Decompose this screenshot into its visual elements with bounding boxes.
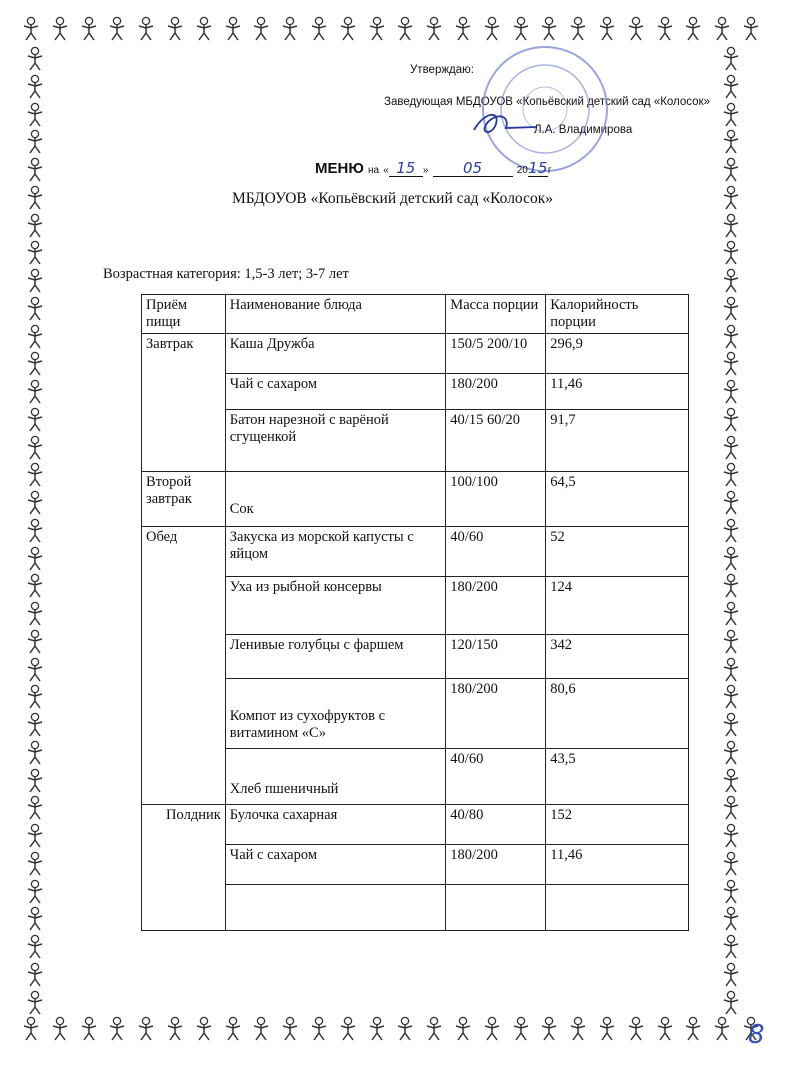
figure-icon bbox=[26, 324, 44, 350]
page-number: 8 bbox=[748, 1020, 765, 1050]
organization-name: МБДОУОВ «Копьёвский детский сад «Колосок» bbox=[232, 190, 553, 207]
figure-icon bbox=[26, 240, 44, 266]
dish-kcal: 124 bbox=[546, 577, 689, 635]
figure-icon bbox=[252, 1016, 270, 1042]
figure-icon bbox=[137, 1016, 155, 1042]
figure-icon bbox=[713, 1016, 731, 1042]
figure-icon bbox=[722, 906, 740, 932]
dish-name: Ленивые голубцы с фаршем bbox=[225, 635, 446, 679]
meal-name: Второй завтрак bbox=[142, 472, 226, 527]
figure-icon bbox=[26, 934, 44, 960]
figure-icon bbox=[722, 240, 740, 266]
menu-table bbox=[141, 294, 689, 931]
dish-kcal: 80,6 bbox=[546, 679, 689, 749]
border-top bbox=[22, 16, 760, 46]
figure-icon bbox=[454, 16, 472, 42]
dish-kcal: 43,5 bbox=[546, 749, 689, 805]
header-meal: Приём пищи bbox=[142, 295, 226, 334]
figure-icon bbox=[722, 684, 740, 710]
figure-icon bbox=[26, 851, 44, 877]
figure-icon bbox=[722, 213, 740, 239]
figure-icon bbox=[722, 74, 740, 100]
figure-icon bbox=[26, 601, 44, 627]
figure-icon bbox=[483, 1016, 501, 1042]
approval-line-2: Заведующая МБДОУОВ «Копьёвский детский сад «Колосок» bbox=[384, 96, 710, 108]
figure-icon bbox=[368, 16, 386, 42]
dish-mass: 100/100 bbox=[446, 472, 546, 527]
quote-open: « bbox=[383, 165, 389, 176]
dish-name: Компот из сухофруктов с витамином «С» bbox=[225, 679, 446, 749]
figure-icon bbox=[26, 823, 44, 849]
figure-icon bbox=[722, 351, 740, 377]
figure-icon bbox=[26, 879, 44, 905]
menu-title-na: на bbox=[367, 165, 380, 176]
dish-name: Каша Дружба bbox=[225, 334, 446, 374]
figure-icon bbox=[722, 46, 740, 72]
figure-icon bbox=[224, 1016, 242, 1042]
figure-icon bbox=[722, 407, 740, 433]
figure-icon bbox=[137, 16, 155, 42]
approval-line-1: Утверждаю: bbox=[410, 64, 474, 76]
header-dish: Наименование блюда bbox=[225, 295, 446, 334]
figure-icon bbox=[26, 657, 44, 683]
menu-year: 15 bbox=[528, 159, 548, 177]
figure-icon bbox=[598, 1016, 616, 1042]
figure-icon bbox=[339, 16, 357, 42]
figure-icon bbox=[722, 546, 740, 572]
table-row bbox=[142, 472, 689, 527]
figure-icon bbox=[281, 1016, 299, 1042]
figure-icon bbox=[22, 16, 40, 42]
menu-day: 15 bbox=[396, 159, 416, 177]
figure-icon bbox=[722, 934, 740, 960]
figure-icon bbox=[454, 1016, 472, 1042]
figure-icon bbox=[722, 629, 740, 655]
figure-icon bbox=[26, 351, 44, 377]
dish-mass: 40/60 bbox=[446, 749, 546, 805]
figure-icon bbox=[252, 16, 270, 42]
figure-icon bbox=[26, 684, 44, 710]
dish-name: Чай с сахаром bbox=[225, 845, 446, 885]
meal-name: Обед bbox=[142, 527, 226, 805]
figure-icon bbox=[26, 102, 44, 128]
figure-icon bbox=[722, 601, 740, 627]
figure-icon bbox=[195, 1016, 213, 1042]
figure-icon bbox=[396, 16, 414, 42]
figure-icon bbox=[627, 1016, 645, 1042]
figure-icon bbox=[26, 768, 44, 794]
dish-name: Булочка сахарная bbox=[225, 805, 446, 845]
figure-icon bbox=[722, 657, 740, 683]
dish-kcal: 11,46 bbox=[546, 374, 689, 410]
figure-icon bbox=[722, 962, 740, 988]
figure-icon bbox=[742, 16, 760, 42]
dish-mass: 180/200 bbox=[446, 577, 546, 635]
year-prefix: 20 bbox=[516, 165, 528, 176]
figure-icon bbox=[569, 16, 587, 42]
figure-icon bbox=[281, 16, 299, 42]
dish-mass: 40/15 60/20 bbox=[446, 410, 546, 472]
figure-icon bbox=[483, 16, 501, 42]
figure-icon bbox=[540, 1016, 558, 1042]
figure-icon bbox=[722, 102, 740, 128]
figure-icon bbox=[310, 16, 328, 42]
figure-icon bbox=[108, 1016, 126, 1042]
figure-icon bbox=[80, 1016, 98, 1042]
dish-name: Закуска из морской капусты с яйцом bbox=[225, 527, 446, 577]
figure-icon bbox=[425, 1016, 443, 1042]
figure-icon bbox=[26, 906, 44, 932]
figure-icon bbox=[26, 712, 44, 738]
figure-icon bbox=[26, 573, 44, 599]
dish-kcal: 342 bbox=[546, 635, 689, 679]
figure-icon bbox=[26, 379, 44, 405]
figure-icon bbox=[26, 546, 44, 572]
figure-icon bbox=[722, 851, 740, 877]
figure-icon bbox=[722, 712, 740, 738]
signature bbox=[470, 108, 540, 138]
figure-icon bbox=[51, 1016, 69, 1042]
figure-icon bbox=[108, 16, 126, 42]
figure-icon bbox=[713, 16, 731, 42]
dish-kcal: 152 bbox=[546, 805, 689, 845]
figure-icon bbox=[26, 795, 44, 821]
figure-icon bbox=[656, 1016, 674, 1042]
menu-title bbox=[315, 160, 552, 177]
figure-icon bbox=[722, 990, 740, 1016]
figure-icon bbox=[26, 407, 44, 433]
figure-icon bbox=[722, 518, 740, 544]
figure-icon bbox=[26, 462, 44, 488]
figure-icon bbox=[195, 16, 213, 42]
figure-icon bbox=[26, 213, 44, 239]
meal-name: Завтрак bbox=[142, 334, 226, 472]
border-bottom bbox=[22, 1016, 760, 1046]
dish-name: Уха из рыбной консервы bbox=[225, 577, 446, 635]
figure-icon bbox=[722, 296, 740, 322]
figure-icon bbox=[26, 129, 44, 155]
dish-mass: 40/80 bbox=[446, 805, 546, 845]
dish-name: Сок bbox=[225, 472, 446, 527]
figure-icon bbox=[569, 1016, 587, 1042]
figure-icon bbox=[722, 462, 740, 488]
dish-mass: 180/200 bbox=[446, 374, 546, 410]
figure-icon bbox=[722, 573, 740, 599]
figure-icon bbox=[368, 1016, 386, 1042]
figure-icon bbox=[627, 16, 645, 42]
dish-kcal bbox=[546, 885, 689, 931]
figure-icon bbox=[396, 1016, 414, 1042]
figure-icon bbox=[26, 990, 44, 1016]
figure-icon bbox=[684, 1016, 702, 1042]
figure-icon bbox=[598, 16, 616, 42]
figure-icon bbox=[51, 16, 69, 42]
figure-icon bbox=[339, 1016, 357, 1042]
figure-icon bbox=[722, 268, 740, 294]
header-mass: Масса порции bbox=[446, 295, 546, 334]
dish-name: Чай с сахаром bbox=[225, 374, 446, 410]
figure-icon bbox=[166, 16, 184, 42]
figure-icon bbox=[512, 16, 530, 42]
figure-icon bbox=[722, 768, 740, 794]
figure-icon bbox=[425, 16, 443, 42]
figure-icon bbox=[722, 379, 740, 405]
dish-name: Хлеб пшеничный bbox=[225, 749, 446, 805]
dish-kcal: 11,46 bbox=[546, 845, 689, 885]
quote-close: » bbox=[422, 165, 429, 176]
dish-kcal: 296,9 bbox=[546, 334, 689, 374]
dish-kcal: 64,5 bbox=[546, 472, 689, 527]
meal-name: Полдник bbox=[142, 805, 226, 931]
figure-icon bbox=[722, 879, 740, 905]
figure-icon bbox=[540, 16, 558, 42]
year-g: г bbox=[547, 165, 552, 176]
figure-icon bbox=[722, 435, 740, 461]
figure-icon bbox=[26, 74, 44, 100]
figure-icon bbox=[722, 740, 740, 766]
dish-kcal: 52 bbox=[546, 527, 689, 577]
figure-icon bbox=[722, 823, 740, 849]
dish-kcal: 91,7 bbox=[546, 410, 689, 472]
figure-icon bbox=[722, 157, 740, 183]
dish-mass: 180/200 bbox=[446, 845, 546, 885]
figure-icon bbox=[166, 1016, 184, 1042]
figure-icon bbox=[26, 296, 44, 322]
figure-icon bbox=[656, 16, 674, 42]
figure-icon bbox=[26, 962, 44, 988]
dish-mass: 40/60 bbox=[446, 527, 546, 577]
figure-icon bbox=[722, 324, 740, 350]
figure-icon bbox=[26, 435, 44, 461]
figure-icon bbox=[722, 795, 740, 821]
figure-icon bbox=[224, 16, 242, 42]
dish-mass: 150/5 200/10 bbox=[446, 334, 546, 374]
figure-icon bbox=[722, 129, 740, 155]
menu-title-word: МЕНЮ bbox=[315, 160, 364, 177]
dish-mass: 120/150 bbox=[446, 635, 546, 679]
header-kcal: Калорийность порции bbox=[546, 295, 689, 334]
age-category: Возрастная категория: 1,5-3 лет; 3-7 лет bbox=[103, 266, 349, 282]
table-row bbox=[142, 527, 689, 577]
figure-icon bbox=[310, 1016, 328, 1042]
dish-name bbox=[225, 885, 446, 931]
figure-icon bbox=[512, 1016, 530, 1042]
figure-icon bbox=[26, 518, 44, 544]
figure-icon bbox=[26, 46, 44, 72]
figure-icon bbox=[26, 740, 44, 766]
figure-icon bbox=[26, 629, 44, 655]
figure-icon bbox=[722, 490, 740, 516]
approval-signatory: Л.А. Владимирова bbox=[534, 124, 633, 136]
table-row bbox=[142, 334, 689, 374]
figure-icon bbox=[26, 490, 44, 516]
table-row bbox=[142, 805, 689, 845]
figure-icon bbox=[22, 1016, 40, 1042]
dish-name: Батон нарезной с варёной сгущенкой bbox=[225, 410, 446, 472]
menu-month: 05 bbox=[463, 159, 483, 177]
figure-icon bbox=[26, 157, 44, 183]
dish-mass bbox=[446, 885, 546, 931]
figure-icon bbox=[684, 16, 702, 42]
figure-icon bbox=[26, 268, 44, 294]
dish-mass: 180/200 bbox=[446, 679, 546, 749]
figure-icon bbox=[80, 16, 98, 42]
table-header-row bbox=[142, 295, 689, 334]
